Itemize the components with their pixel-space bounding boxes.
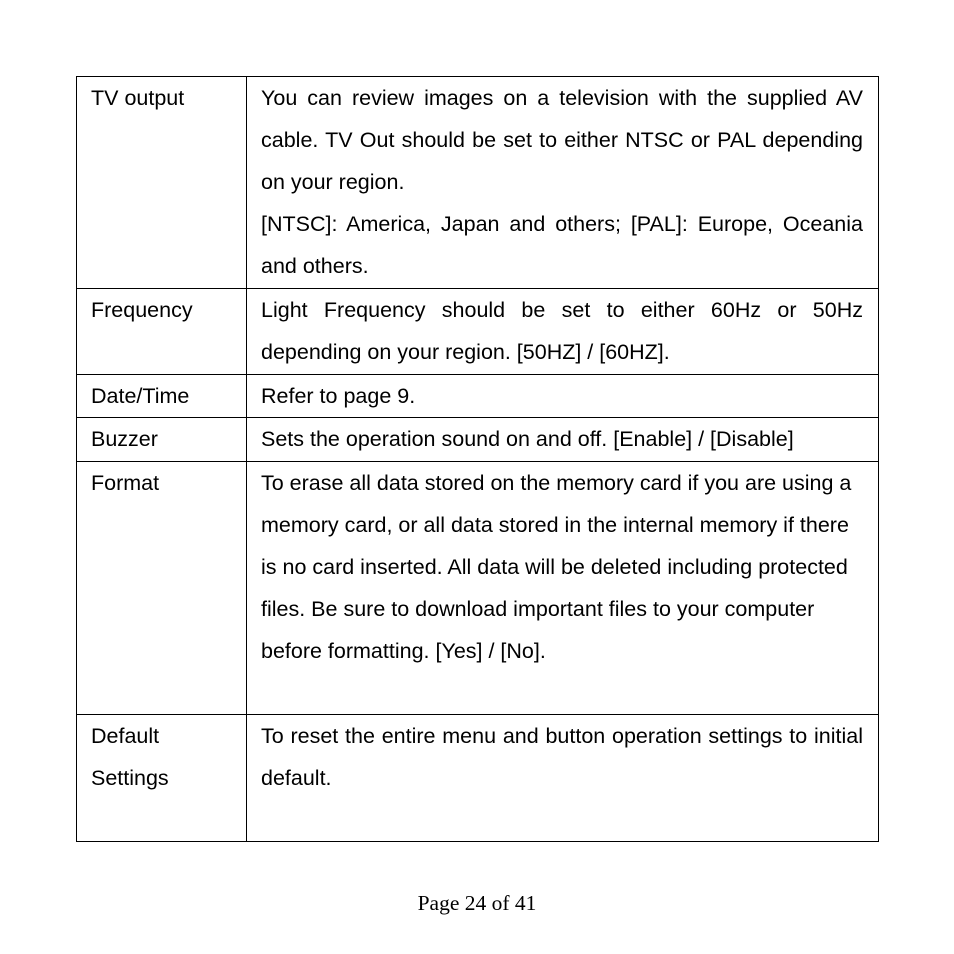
table-row	[77, 715, 879, 842]
setting-description	[247, 375, 879, 418]
table-row	[77, 289, 879, 375]
table-row	[77, 77, 879, 289]
table-row	[77, 462, 879, 715]
description-paragraph: You can review images on a television with the supplied AV cable. TV Out should be set to either NTSC or PAL depending on your region.	[261, 86, 863, 194]
setting-name: TV output	[77, 77, 247, 289]
description-paragraph: To reset the entire menu and button operation settings to initial default.	[261, 724, 863, 790]
description-paragraph: [NTSC]: America, Japan and others; [PAL]: Europe, Oceania and others.	[261, 212, 863, 278]
description-paragraph: Light Frequency should be set to either 60Hz or 50Hz depending on your region. [50HZ] / [60HZ].	[261, 298, 863, 364]
setting-description	[247, 77, 879, 289]
description-paragraph: Refer to page 9.	[261, 384, 416, 408]
setting-description	[247, 715, 879, 842]
setting-description	[247, 418, 879, 462]
table-row	[77, 375, 879, 418]
page-number: Page 24 of 41	[417, 891, 537, 915]
setting-name: Buzzer	[77, 418, 247, 462]
setting-name: Format	[77, 462, 247, 715]
table-row	[77, 418, 879, 462]
setting-name: Frequency	[77, 289, 247, 375]
setting-description	[247, 289, 879, 375]
settings-table	[76, 76, 879, 842]
description-paragraph: To erase all data stored on the memory card if you are using a memory card, or all data stored in the internal memory if there is no card inserted. All data will be deleted including protected files. Be sure to download important files to your computer before formatting. [Yes] / [No].	[261, 471, 852, 663]
setting-name: Default Settings	[77, 715, 247, 842]
setting-description	[247, 462, 879, 715]
setting-name: Date/Time	[77, 375, 247, 418]
description-paragraph: Sets the operation sound on and off. [Enable] / [Disable]	[261, 427, 794, 451]
